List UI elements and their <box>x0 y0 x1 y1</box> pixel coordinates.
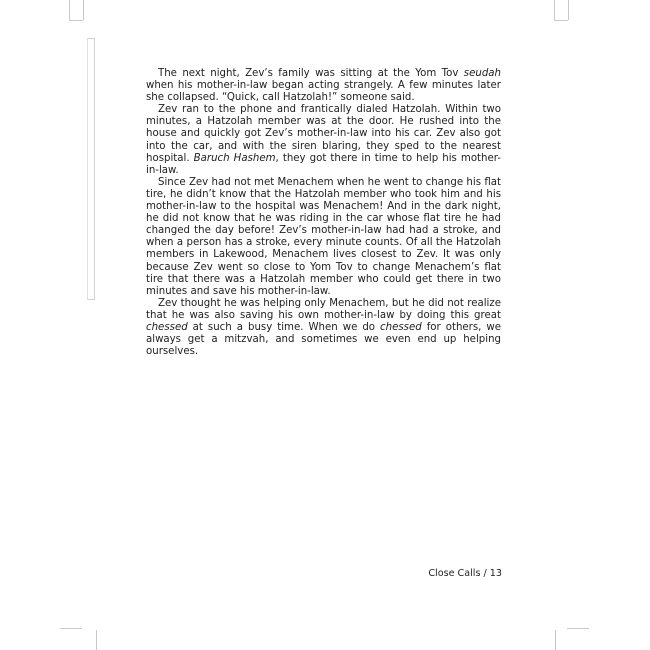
crop-mark <box>567 628 589 629</box>
paragraph: Since Zev had not met Menachem when he went to change his flat tire, he didn’t know that the Hatzolah member who took him and his mother-in-law to the hospital was Menachem! And in the dark night, he did not know that he was riding in the car whose flat tire he had changed the day before! Zev’s mother-in-law had had a stroke, and when a person has a stroke, every minute counts. Of all the Hatzolah members in Lakewood, Menachem lives closest to Zev. It was only because Zev went so close to Yom Tov to change Menachem’s flat tire that there was a Hatzolah member who could get there in two minutes and save his mother-in-law. <box>146 176 501 297</box>
body-text <box>146 68 501 358</box>
crop-mark <box>60 628 82 629</box>
page-folio: Close Calls / 13 <box>428 568 502 579</box>
page-spine-frame <box>87 38 95 300</box>
italic-term: Baruch Hashem <box>193 152 276 164</box>
crop-mark <box>96 630 97 650</box>
crop-mark <box>555 630 556 650</box>
crop-mark <box>554 20 568 21</box>
italic-term: seudah <box>463 68 501 79</box>
paragraph: Zev thought he was helping only Menachem, but he did not realize that he was also saving his own mother-in-law by doing this great chessed at such a busy time. When we do chessed for others, we always get a mitzvah, and sometimes we even end up helping ourselves. <box>146 297 502 358</box>
italic-term: chessed <box>380 321 422 333</box>
crop-mark <box>568 0 569 20</box>
paragraph: The next night, Zev’s family was sitting at the Yom Tov seudah when his mother-in-law began acting strangely. A few minutes later she collapsed. “Quick, call Hatzolah!” someone said. <box>146 68 501 104</box>
paragraph: Zev ran to the phone and frantically dialed Hatzolah. Within two minutes, a Hatzolah member was at the door. He rushed into the house and quickly got Zev’s mother-in-law into his car. Zev also got into the car, and with the siren blaring, they sped to the nearest hospital. Baruch Hashem, they got there in time to help his mother-in-law. <box>146 104 501 176</box>
crop-mark <box>69 20 83 21</box>
crop-mark <box>69 0 70 20</box>
crop-mark <box>83 0 84 20</box>
italic-term: chessed <box>146 321 188 333</box>
crop-mark <box>554 0 555 20</box>
